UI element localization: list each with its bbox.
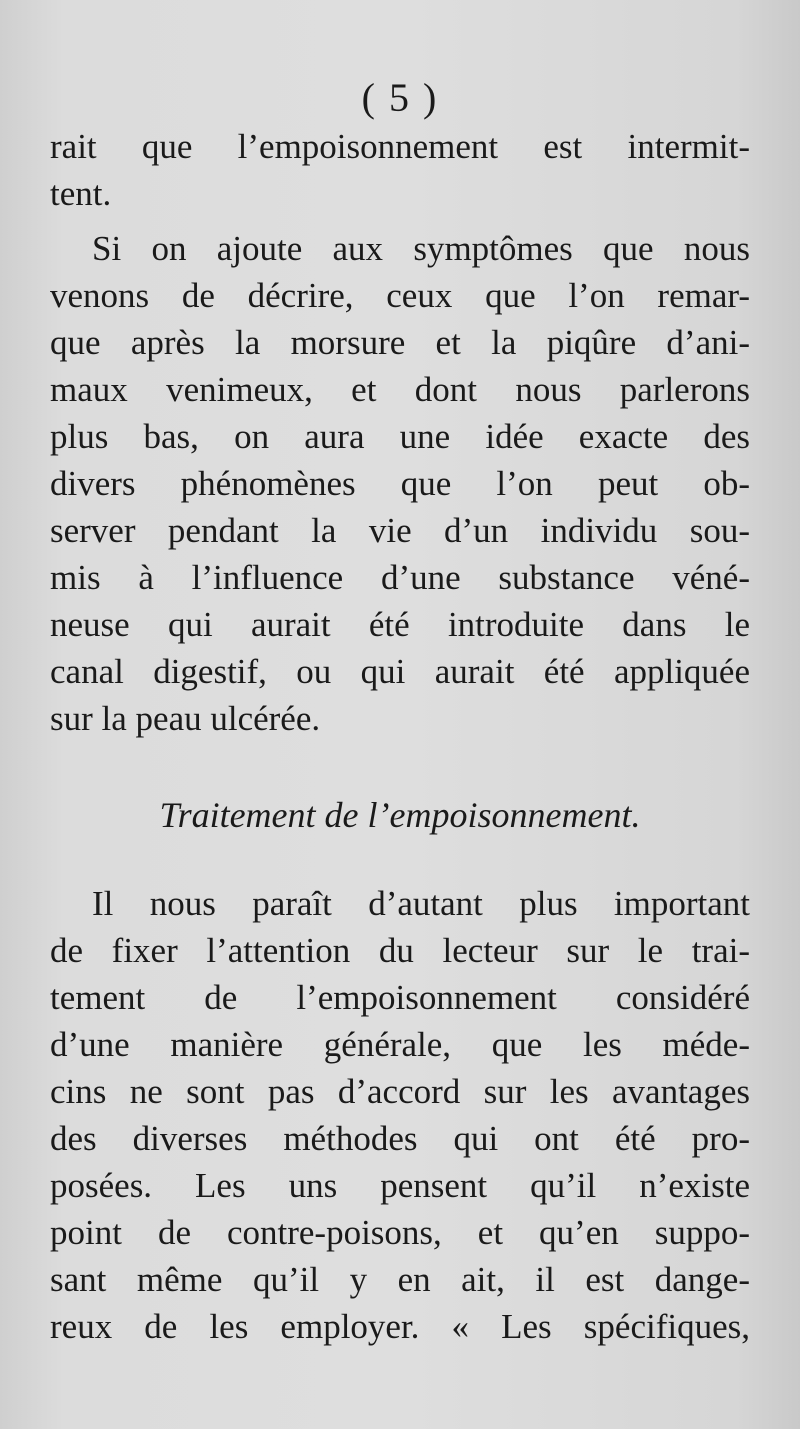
paragraph-treatment <box>50 880 750 1350</box>
text-line: divers phénomènes que l’on peut ob- <box>50 464 750 503</box>
text-line: posées. Les uns pensent qu’il n’existe <box>50 1166 750 1205</box>
text-line: mis à l’influence d’une substance véné- <box>50 558 750 597</box>
paragraph-continuation <box>50 123 750 217</box>
text-line: sant même qu’il y en ait, il est dange- <box>50 1260 750 1299</box>
page-number: ( 5 ) <box>361 75 439 120</box>
text-line: tent. <box>50 174 112 213</box>
text-line: canal digestif, ou qui aurait été appliquée <box>50 652 750 691</box>
section-heading: Traitement de l’empoisonnement. <box>159 795 641 835</box>
text-line: maux venimeux, et dont nous parlerons <box>50 370 750 409</box>
text-line: server pendant la vie d’un individu sou- <box>50 511 750 550</box>
text-line: neuse qui aurait été introduite dans le <box>50 605 750 644</box>
text-line: sur la peau ulcérée. <box>50 699 321 738</box>
text-line: cins ne sont pas d’accord sur les avantages <box>50 1072 750 1111</box>
text-line: que après la morsure et la piqûre d’ani- <box>50 323 750 362</box>
text-line: de fixer l’attention du lecteur sur le trai- <box>50 931 750 970</box>
text-line: plus bas, on aura une idée exacte des <box>50 417 750 456</box>
text-line: d’une manière générale, que les méde- <box>50 1025 750 1064</box>
text-line: Il nous paraît d’autant plus important <box>92 884 750 923</box>
text-line: Si on ajoute aux symptômes que nous <box>92 229 750 268</box>
text-line: venons de décrire, ceux que l’on remar- <box>50 276 750 315</box>
text-line: reux de les employer. « Les spécifiques, <box>50 1307 750 1346</box>
text-line: rait que l’empoisonnement est intermit- <box>50 127 750 166</box>
text-line: tement de l’empoisonnement considéré <box>50 978 750 1017</box>
text-line: point de contre-poisons, et qu’en suppo- <box>50 1213 750 1252</box>
paragraph-symptoms <box>50 225 750 742</box>
text-line: des diverses méthodes qui ont été pro- <box>50 1119 750 1158</box>
